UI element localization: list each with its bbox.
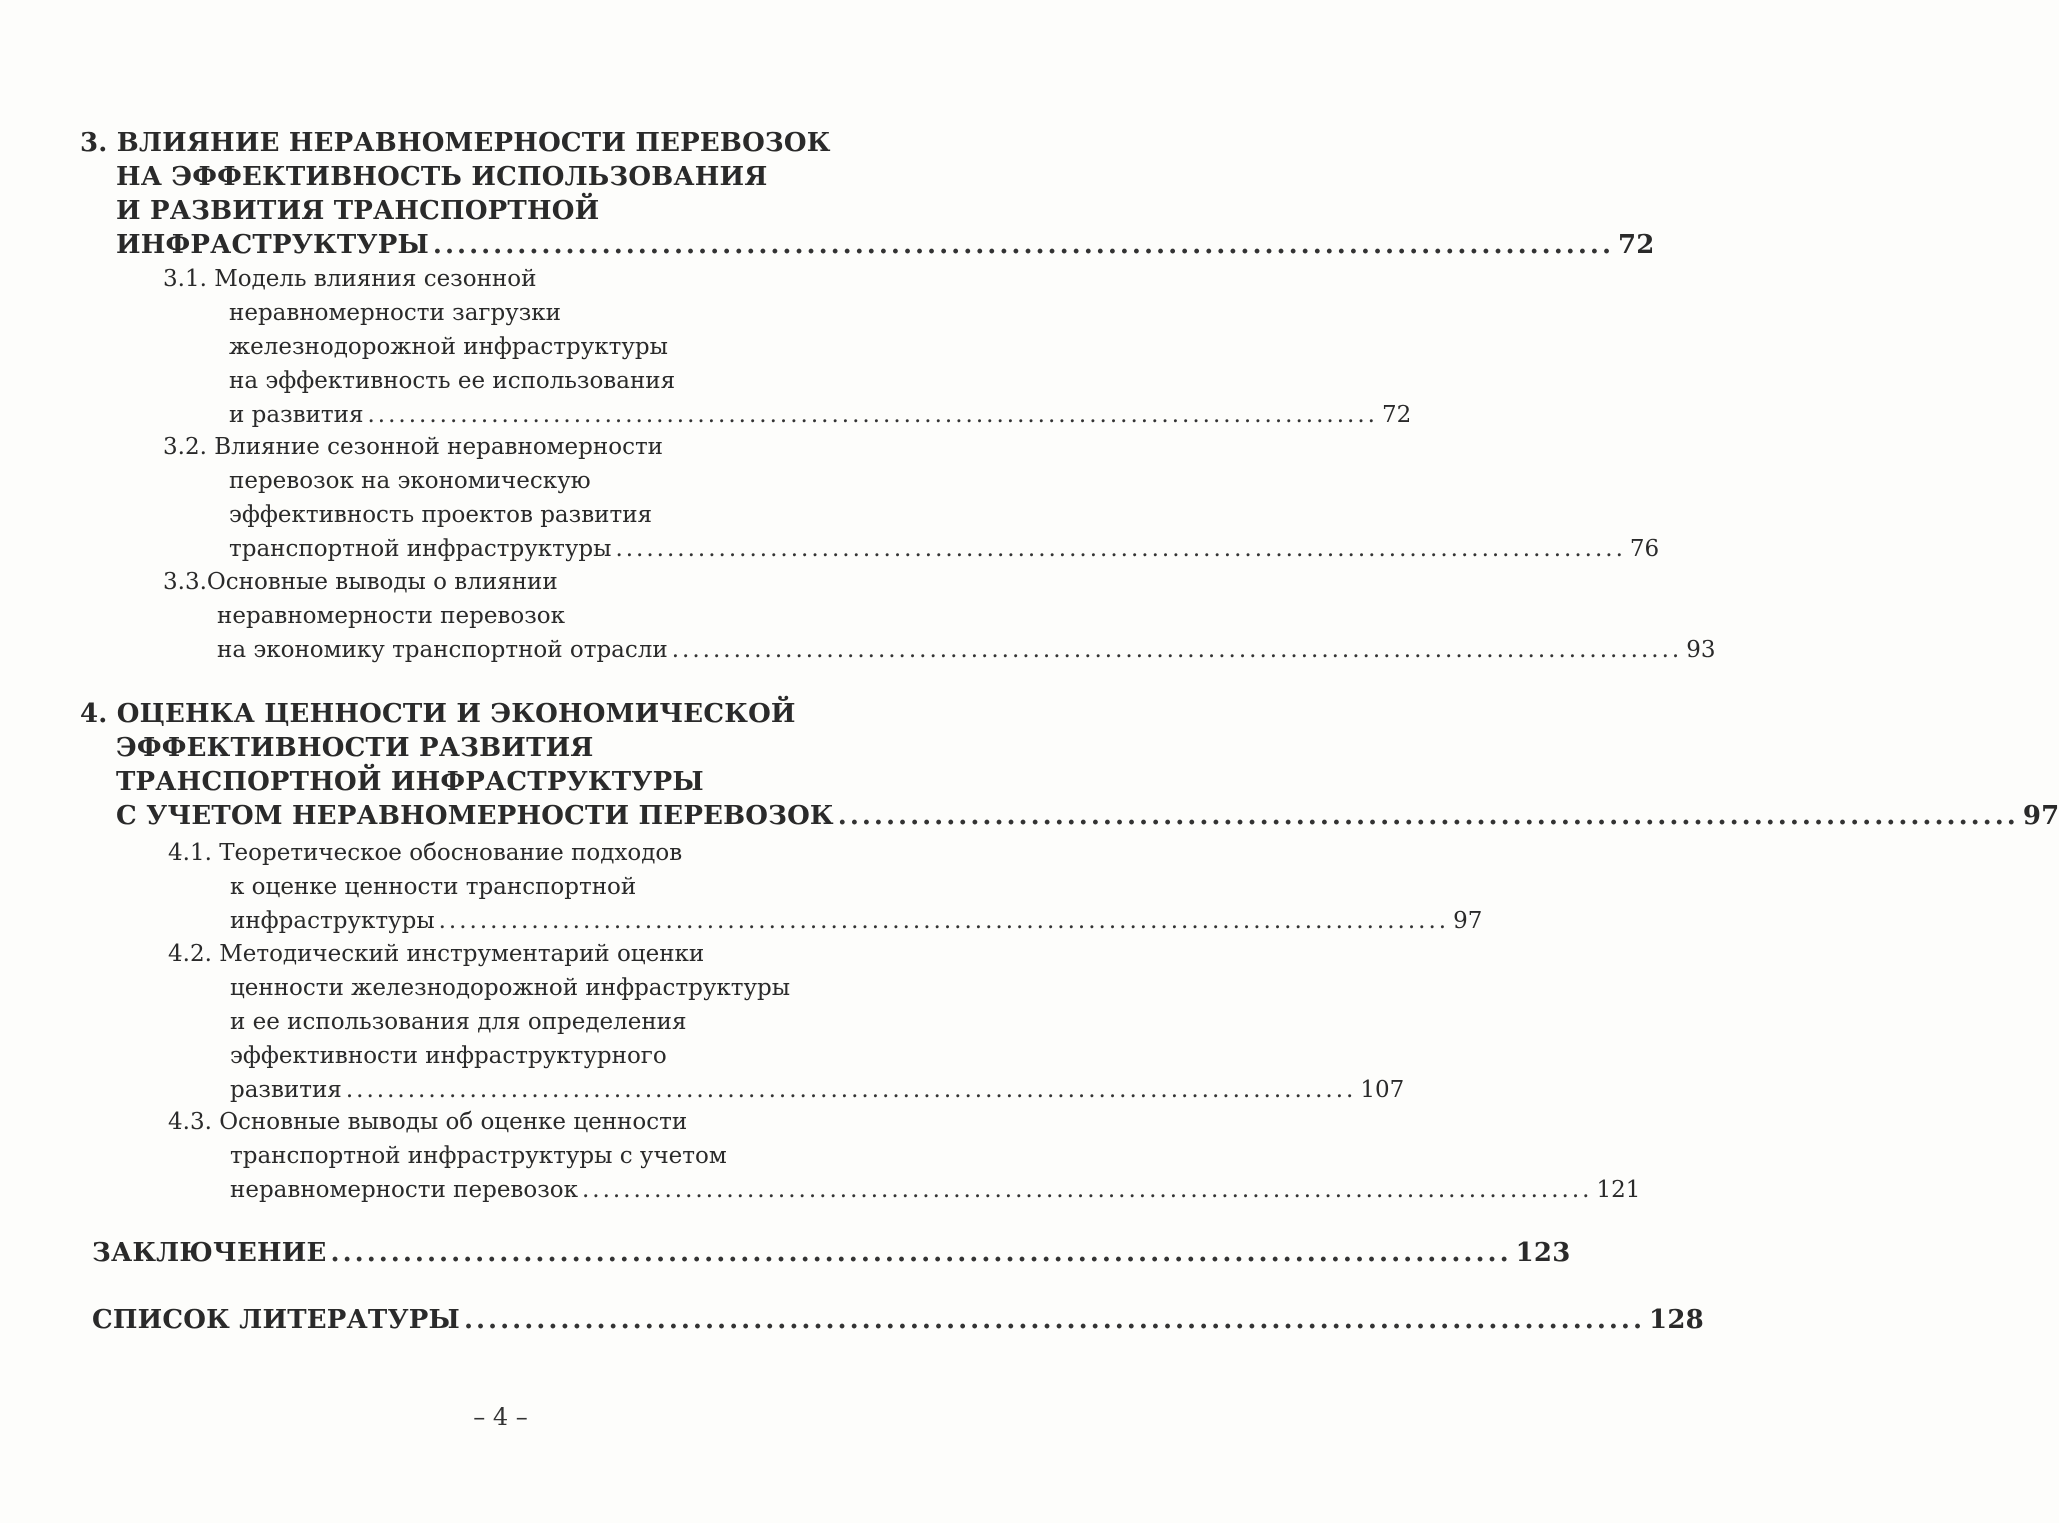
toc-line: ценности железнодорожной инфраструктуры <box>230 975 791 1001</box>
toc-title-end: С УЧЕТОМ НЕРАВНОМЕРНОСТИ ПЕРЕВОЗОК <box>116 801 834 831</box>
toc-line: 4.1. Теоретическое обоснование подходов <box>168 840 683 866</box>
toc-section-4-3[interactable] <box>168 1105 1641 1207</box>
toc-line: ЭФФЕКТИВНОСТИ РАЗВИТИЯ <box>116 733 594 763</box>
toc-line: к оценке ценности транспортной <box>230 874 637 900</box>
toc-line: 3. ВЛИЯНИЕ НЕРАВНОМЕРНОСТИ ПЕРЕВОЗОК <box>80 128 831 158</box>
leader-dots: .................................................................................................. <box>582 1177 1593 1203</box>
toc-line: неравномерности перевозок <box>217 603 565 629</box>
toc-line: эффективность проектов развития <box>229 502 653 528</box>
toc-section-3-3[interactable] <box>163 565 1716 667</box>
toc-title-end: и развития <box>229 402 364 428</box>
toc-page-number: 97 <box>2022 801 2059 831</box>
toc-line: на эффективность ее использования <box>229 368 676 394</box>
toc-line: ТРАНСПОРТНОЙ ИНФРАСТРУКТУРЫ <box>116 767 704 797</box>
toc-page-number: 123 <box>1515 1238 1571 1268</box>
toc-line: 4.2. Методический инструментарий оценки <box>168 941 705 967</box>
toc-page-number: 76 <box>1629 536 1660 562</box>
toc-line: НА ЭФФЕКТИВНОСТЬ ИСПОЛЬЗОВАНИЯ <box>116 162 768 192</box>
leader-dots: .................................................................................................. <box>837 801 2019 831</box>
toc-title-end: на экономику транспортной отрасли <box>217 637 668 663</box>
leader-dots: .................................................................................................. <box>432 230 1614 260</box>
toc-page-number: 72 <box>1618 230 1655 260</box>
toc-section-3-1[interactable] <box>163 262 1412 432</box>
toc-line: перевозок на экономическую <box>229 468 591 494</box>
toc-page-number: 121 <box>1596 1177 1641 1203</box>
toc-line: 4. ОЦЕНКА ЦЕННОСТИ И ЭКОНОМИЧЕСКОЙ <box>80 699 796 729</box>
leader-dots: .................................................................................................. <box>671 637 1683 663</box>
toc-title-end: неравномерности перевозок <box>230 1177 578 1203</box>
leader-dots: .................................................................................................. <box>463 1305 1646 1335</box>
leader-dots: .................................................................................................. <box>615 536 1626 562</box>
toc-conclusion[interactable] <box>92 1236 1571 1270</box>
toc-page-number: 72 <box>1381 402 1412 428</box>
leader-dots: .................................................................................................. <box>330 1238 1512 1268</box>
toc-chapter-3[interactable] <box>80 126 1655 262</box>
toc-title-end: развития <box>230 1077 342 1103</box>
toc-page-number: 93 <box>1686 637 1716 663</box>
toc-title-end: транспортной инфраструктуры <box>229 536 612 562</box>
toc-section-3-2[interactable] <box>163 430 1660 566</box>
toc-line: эффективности инфраструктурного <box>230 1043 667 1069</box>
toc-line: 3.1. Модель влияния сезонной <box>163 266 537 292</box>
leader-dots: .................................................................................................. <box>345 1077 1357 1103</box>
toc-chapter-4[interactable] <box>80 697 2059 833</box>
toc-page-number: 97 <box>1453 908 1483 934</box>
leader-dots: .................................................................................................. <box>438 908 1450 934</box>
leader-dots: .................................................................................................. <box>367 402 1378 428</box>
toc-line: железнодорожной инфраструктуры <box>229 334 668 360</box>
toc-title-end: ИНФРАСТРУКТУРЫ <box>116 230 429 260</box>
toc-references[interactable] <box>92 1303 1704 1337</box>
toc-section-4-1[interactable] <box>168 836 1483 938</box>
toc-line: и ее использования для определения <box>230 1009 687 1035</box>
toc-title-end: инфраструктуры <box>230 908 435 934</box>
toc-page-number: 128 <box>1649 1305 1704 1335</box>
toc-page-number: 107 <box>1360 1077 1405 1103</box>
toc-line: 3.3.Основные выводы о влиянии <box>163 569 558 595</box>
page-number: – 4 – <box>473 1403 528 1431</box>
toc-line: неравномерности загрузки <box>229 300 561 326</box>
toc-line: 3.2. Влияние сезонной неравномерности <box>163 434 664 460</box>
toc-line: 4.3. Основные выводы об оценке ценности <box>168 1109 688 1135</box>
toc-line: И РАЗВИТИЯ ТРАНСПОРТНОЙ <box>116 196 600 226</box>
toc-title-end: СПИСОК ЛИТЕРАТУРЫ <box>92 1305 460 1335</box>
toc-section-4-2[interactable] <box>168 937 1405 1107</box>
toc-line: транспортной инфраструктуры с учетом <box>230 1143 727 1169</box>
toc-title-end: ЗАКЛЮЧЕНИЕ <box>92 1238 327 1268</box>
